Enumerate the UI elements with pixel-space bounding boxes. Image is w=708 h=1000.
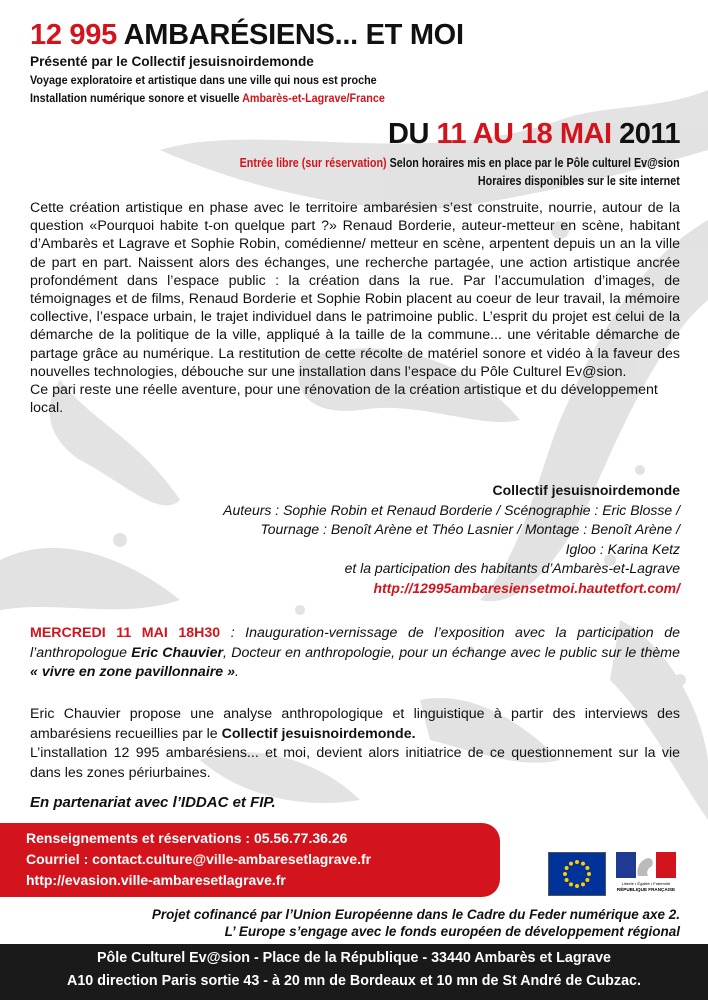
analysis-collective: Collectif jesuisnoirdemonde.	[221, 725, 416, 742]
rf-caption: RÉPUBLIQUE FRANÇAISE	[616, 887, 676, 892]
entry-info	[240, 156, 680, 170]
credits-line-2: Tournage : Benoît Arène et Théo Lasnier / Montage : Benoît Arène /	[260, 521, 680, 537]
event-theme: « vivre en zone pavillonnaire »	[30, 664, 236, 680]
event-text-1: : Inauguration-vernissage de l’exposition avec la participation de l’anthropologue	[30, 625, 680, 661]
subtitle-1: Voyage exploratoire et artistique dans une ville qui nous est proche	[30, 73, 377, 87]
description	[30, 199, 680, 417]
title-number: 12 995	[30, 19, 117, 51]
entry-free: Entrée libre (sur réservation)	[239, 156, 387, 170]
rf-motto: Liberté • Égalité • Fraternité	[621, 881, 671, 886]
contact-email[interactable]: Courriel : contact.culture@ville-ambaresetlagrave.fr	[26, 851, 372, 867]
credits-line-1: Auteurs : Sophie Robin et Renaud Borderie / Scénographie : Eric Blosse /	[223, 501, 680, 518]
hours-info: Horaires disponibles sur le site internet	[478, 174, 680, 188]
cofinance-notice	[30, 906, 680, 940]
dates-year: 2011	[611, 118, 680, 150]
republique-francaise-logo	[612, 850, 680, 894]
credits-line-3: Igloo : Karina Ketz	[565, 540, 680, 557]
analysis-text	[30, 705, 680, 783]
footer-directions: A10 direction Paris sortie 43 - à 20 mn de Bordeaux et 10 mn de St André de Cubzac.	[67, 973, 641, 989]
presented-by: Présenté par le Collectif jesuisnoirdemonde	[30, 54, 314, 70]
analysis-text-2: L’installation 12 995 ambarésiens... et moi, devient alors initiatrice de ce questionnement sur la vie dans les zones périurbaines.	[30, 745, 680, 781]
credits	[80, 481, 680, 598]
title-text: AMBARÉSIENS... ET MOI	[116, 19, 464, 51]
dates-range: 11 AU 18 MAI	[436, 118, 612, 150]
contact-box	[0, 823, 500, 897]
event-text-3: .	[235, 664, 239, 680]
page-title	[30, 18, 464, 52]
analysis-text-1: Eric Chauvier propose une analyse anthropologique et linguistique à partir des interviews des ambarésiens recueillies par le	[30, 706, 680, 742]
event-text-2: , Docteur en anthropologie, pour un échange avec le public sur le thème	[223, 644, 680, 661]
contact-phone: Renseignements et réservations : 05.56.77.36.26	[26, 830, 348, 846]
description-paragraph-1: Cette création artistique en phase avec le territoire ambarésien s’est construite, nourrie, autour de la question «Pourquoi habite t-on quelque part ?» Renaud Borderie, auteur-metteur en scène, habitant d’Ambarès et Lagrave et Sophie Robin, comédienne/ metteur en scène, arpentent depuis un an la ville de part en part. Naissent alors des échanges, une recherche partagée, une action artistique ancrée profondément dans l’espace public : la création dans la rue. Par l’accumulation d’images, de témoignages et de films, Renaud Borderie et Sophie Robin placent au coeur de leur travail, la mémoire collective, l’espace urbain, le trajet individuel dans le patrimoine public. L’esprit du projet est celui de la démarche de la politique de la ville, appliqué à la taille de la commune... une véritable démarche de partage grâce au numérique. La restitution de cette récolte de matériel sonore et vidéo à la faveur des nouvelles technologies, débouche sur une installation dans l’espace du Pôle Culturel Ev@sion.	[30, 200, 680, 380]
event-speaker: Eric Chauvier	[131, 644, 224, 661]
dates-prefix: DU	[388, 118, 437, 150]
event-dates	[388, 118, 680, 151]
cofinance-line-1: Projet cofinancé par l’Union Européenne dans le Cadre du Feder numérique axe 2.	[151, 907, 680, 922]
event-date: MERCREDI 11 MAI 18H30	[30, 625, 221, 641]
eu-flag-icon	[548, 852, 606, 896]
footer	[0, 944, 708, 1000]
inauguration-event	[30, 624, 680, 683]
credits-collective: Collectif jesuisnoirdemonde	[492, 482, 680, 498]
footer-address: Pôle Culturel Ev@sion - Place de la République - 33440 Ambarès et Lagrave	[97, 950, 611, 966]
subtitle-2	[30, 91, 385, 105]
credits-line-4: et la participation des habitants d’Ambarès-et-Lagrave	[344, 560, 680, 576]
subtitle-2-text: Installation numérique sonore et visuelle	[30, 91, 243, 105]
partnership: En partenariat avec l’IDDAC et FIP.	[30, 794, 276, 811]
subtitle-2-location: Ambarès-et-Lagrave/France	[242, 91, 385, 105]
contact-website[interactable]: http://evasion.ville-ambaresetlagrave.fr	[26, 872, 286, 888]
project-website-link[interactable]: http://12995ambaresiensetmoi.hautetfort.com/	[373, 579, 680, 596]
cofinance-line-2: L’ Europe s’engage avec le fonds européen de développement régional	[224, 924, 680, 939]
description-paragraph-2: Ce pari reste une réelle aventure, pour une rénovation de la création artistique et du développement local.	[30, 382, 658, 417]
entry-schedule: Selon horaires mis en place par le Pôle culturel Ev@sion	[386, 156, 680, 170]
